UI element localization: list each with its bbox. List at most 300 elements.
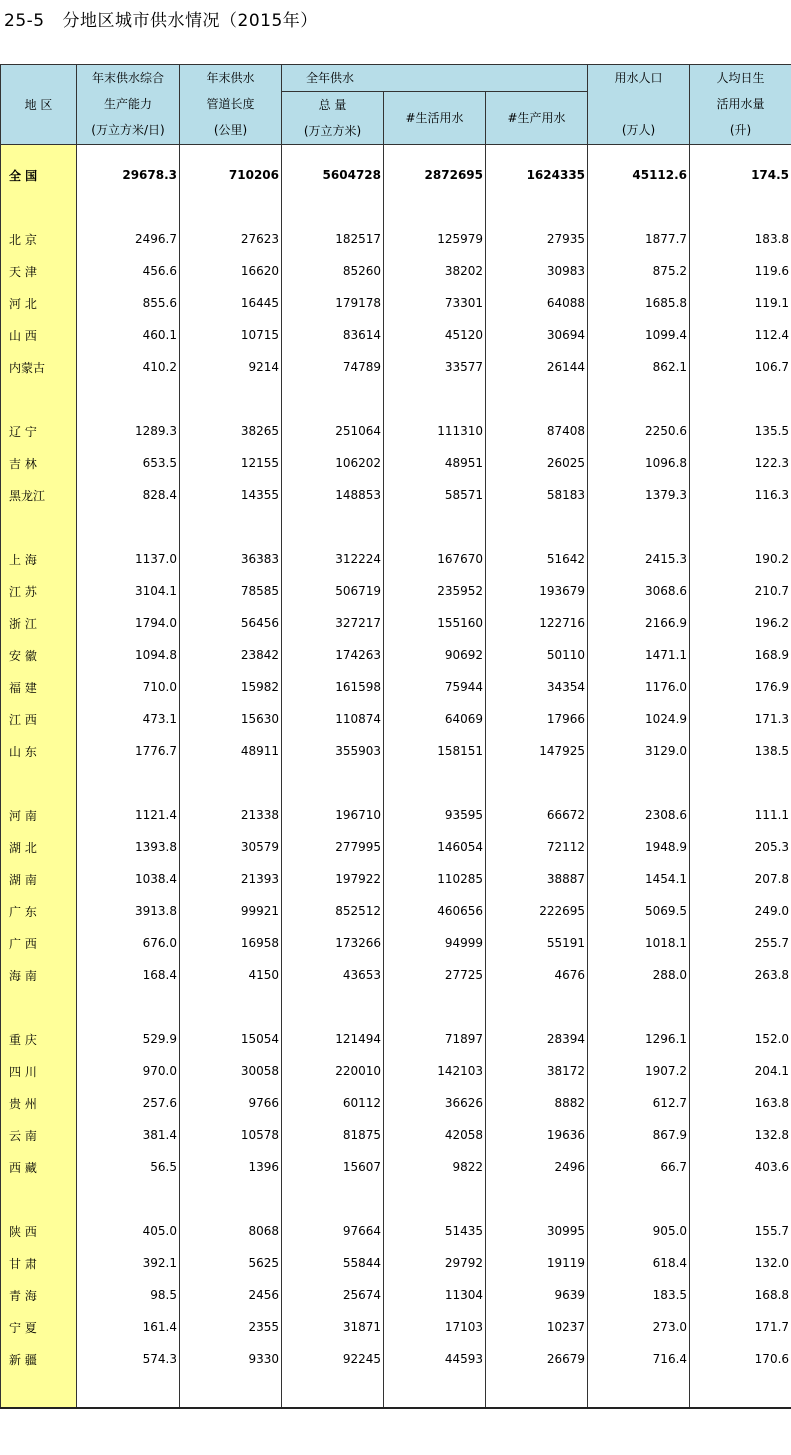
table-row bbox=[1, 927, 791, 959]
table-cell: 55191 bbox=[486, 927, 588, 959]
header-total bbox=[282, 92, 384, 145]
header-percapita-line1: 人均日生 bbox=[716, 71, 765, 85]
table-cell: 64069 bbox=[384, 703, 486, 735]
table-cell: 16445 bbox=[180, 287, 282, 319]
table-cell: 42058 bbox=[384, 1119, 486, 1151]
table-cell: 2872695 bbox=[384, 159, 486, 191]
table-cell: 21393 bbox=[180, 863, 282, 895]
table-cell: 862.1 bbox=[588, 351, 690, 383]
table-cell: 182517 bbox=[282, 223, 384, 255]
table-row bbox=[1, 639, 791, 671]
header-domestic: #生活用水 bbox=[384, 92, 486, 145]
table-cell: 161.4 bbox=[77, 1311, 180, 1343]
table-cell: 112.4 bbox=[690, 319, 791, 351]
table-row bbox=[1, 255, 791, 287]
region-name: 天 津 bbox=[1, 255, 77, 287]
table-cell: 2456 bbox=[180, 1279, 282, 1311]
table-cell: 716.4 bbox=[588, 1343, 690, 1375]
table-cell: 138.5 bbox=[690, 735, 791, 767]
region-name: 云 南 bbox=[1, 1119, 77, 1151]
table-cell: 405.0 bbox=[77, 1215, 180, 1247]
table-cell: 28394 bbox=[486, 1023, 588, 1055]
table-cell: 263.8 bbox=[690, 959, 791, 991]
header-population bbox=[588, 65, 690, 145]
table-cell: 55844 bbox=[282, 1247, 384, 1279]
table-cell: 653.5 bbox=[77, 447, 180, 479]
table-row bbox=[1, 799, 791, 831]
table-cell: 852512 bbox=[282, 895, 384, 927]
table-cell: 1099.4 bbox=[588, 319, 690, 351]
table-cell: 1018.1 bbox=[588, 927, 690, 959]
table-cell: 122.3 bbox=[690, 447, 791, 479]
table-cell: 251064 bbox=[282, 415, 384, 447]
table-cell: 905.0 bbox=[588, 1215, 690, 1247]
header-total-line1: 全年供水 bbox=[282, 65, 588, 92]
table-cell: 142103 bbox=[384, 1055, 486, 1087]
table-cell: 1096.8 bbox=[588, 447, 690, 479]
table-cell: 27935 bbox=[486, 223, 588, 255]
table-row bbox=[1, 319, 791, 351]
table-cell: 176.9 bbox=[690, 671, 791, 703]
table-row bbox=[1, 159, 791, 191]
table-cell: 574.3 bbox=[77, 1343, 180, 1375]
table-cell: 1038.4 bbox=[77, 863, 180, 895]
table-cell: 381.4 bbox=[77, 1119, 180, 1151]
table-row bbox=[1, 479, 791, 511]
table-cell: 875.2 bbox=[588, 255, 690, 287]
table-cell: 16958 bbox=[180, 927, 282, 959]
table-cell: 111310 bbox=[384, 415, 486, 447]
header-pipeline-line2: 管道长度 bbox=[206, 97, 255, 111]
table-cell: 171.7 bbox=[690, 1311, 791, 1343]
table-cell: 83614 bbox=[282, 319, 384, 351]
table-cell: 19636 bbox=[486, 1119, 588, 1151]
header-region: 地 区 bbox=[1, 65, 77, 145]
page-title bbox=[4, 6, 318, 31]
table-cell: 171.3 bbox=[690, 703, 791, 735]
table-cell: 170.6 bbox=[690, 1343, 791, 1375]
table-cell: 196710 bbox=[282, 799, 384, 831]
table-cell: 17966 bbox=[486, 703, 588, 735]
table-cell: 173266 bbox=[282, 927, 384, 959]
region-name: 山 东 bbox=[1, 735, 77, 767]
table-cell: 17103 bbox=[384, 1311, 486, 1343]
region-name: 青 海 bbox=[1, 1279, 77, 1311]
spacer-row bbox=[1, 191, 791, 223]
table-cell: 135.5 bbox=[690, 415, 791, 447]
table-cell: 98.5 bbox=[77, 1279, 180, 1311]
table-cell: 4676 bbox=[486, 959, 588, 991]
region-name: 湖 北 bbox=[1, 831, 77, 863]
table-cell: 10237 bbox=[486, 1311, 588, 1343]
table-cell: 2496 bbox=[486, 1151, 588, 1183]
table-cell: 30058 bbox=[180, 1055, 282, 1087]
table-cell: 167670 bbox=[384, 543, 486, 575]
table-cell: 27623 bbox=[180, 223, 282, 255]
header-capacity-unit: (万立方米/日) bbox=[91, 123, 165, 137]
table-cell: 168.4 bbox=[77, 959, 180, 991]
table-cell: 1907.2 bbox=[588, 1055, 690, 1087]
table-cell: 529.9 bbox=[77, 1023, 180, 1055]
table-row bbox=[1, 1151, 791, 1183]
table-cell: 1794.0 bbox=[77, 607, 180, 639]
table-cell: 15054 bbox=[180, 1023, 282, 1055]
region-name: 江 西 bbox=[1, 703, 77, 735]
table-cell: 58571 bbox=[384, 479, 486, 511]
table-cell: 29792 bbox=[384, 1247, 486, 1279]
table-cell: 78585 bbox=[180, 575, 282, 607]
table-cell: 168.9 bbox=[690, 639, 791, 671]
table-cell: 183.8 bbox=[690, 223, 791, 255]
table-cell: 48951 bbox=[384, 447, 486, 479]
table-cell: 93595 bbox=[384, 799, 486, 831]
table-cell: 9766 bbox=[180, 1087, 282, 1119]
table-cell: 174.5 bbox=[690, 159, 791, 191]
header-capacity bbox=[77, 65, 180, 145]
table-cell: 34354 bbox=[486, 671, 588, 703]
table-row bbox=[1, 1311, 791, 1343]
table-cell: 163.8 bbox=[690, 1087, 791, 1119]
region-name: 甘 肃 bbox=[1, 1247, 77, 1279]
table-cell: 73301 bbox=[384, 287, 486, 319]
table-cell: 1776.7 bbox=[77, 735, 180, 767]
region-name: 新 疆 bbox=[1, 1343, 77, 1375]
region-name: 辽 宁 bbox=[1, 415, 77, 447]
table-cell: 710.0 bbox=[77, 671, 180, 703]
table-cell: 29678.3 bbox=[77, 159, 180, 191]
table-cell: 168.8 bbox=[690, 1279, 791, 1311]
header-percapita-line2: 活用水量 bbox=[716, 97, 765, 111]
table-cell: 27725 bbox=[384, 959, 486, 991]
region-name: 河 北 bbox=[1, 287, 77, 319]
table-cell: 1624335 bbox=[486, 159, 588, 191]
table-row bbox=[1, 895, 791, 927]
table-cell: 122716 bbox=[486, 607, 588, 639]
table-cell: 1296.1 bbox=[588, 1023, 690, 1055]
table-cell: 1094.8 bbox=[77, 639, 180, 671]
table-cell: 1393.8 bbox=[77, 831, 180, 863]
table-row bbox=[1, 1279, 791, 1311]
water-supply-table bbox=[0, 64, 791, 1409]
table-cell: 30579 bbox=[180, 831, 282, 863]
table-cell: 828.4 bbox=[77, 479, 180, 511]
table-cell: 9822 bbox=[384, 1151, 486, 1183]
table-cell: 158151 bbox=[384, 735, 486, 767]
table-cell: 257.6 bbox=[77, 1087, 180, 1119]
table-cell: 312224 bbox=[282, 543, 384, 575]
table-cell: 355903 bbox=[282, 735, 384, 767]
table-cell: 15607 bbox=[282, 1151, 384, 1183]
table-cell: 44593 bbox=[384, 1343, 486, 1375]
table-cell: 392.1 bbox=[77, 1247, 180, 1279]
table-cell: 273.0 bbox=[588, 1311, 690, 1343]
table-cell: 1454.1 bbox=[588, 863, 690, 895]
table-cell: 56456 bbox=[180, 607, 282, 639]
header-pipeline-line1: 年末供水 bbox=[206, 71, 255, 85]
region-name: 贵 州 bbox=[1, 1087, 77, 1119]
table-cell: 85260 bbox=[282, 255, 384, 287]
table-row bbox=[1, 1215, 791, 1247]
table-row bbox=[1, 1023, 791, 1055]
table-cell: 2166.9 bbox=[588, 607, 690, 639]
table-cell: 75944 bbox=[384, 671, 486, 703]
table-cell: 205.3 bbox=[690, 831, 791, 863]
table-cell: 15982 bbox=[180, 671, 282, 703]
table-cell: 110285 bbox=[384, 863, 486, 895]
table-cell: 193679 bbox=[486, 575, 588, 607]
header-capacity-line1: 年末供水综合 bbox=[91, 71, 164, 85]
region-name: 河 南 bbox=[1, 799, 77, 831]
spacer-row bbox=[1, 767, 791, 799]
table-cell: 152.0 bbox=[690, 1023, 791, 1055]
table-row bbox=[1, 287, 791, 319]
table-row bbox=[1, 351, 791, 383]
table-cell: 8068 bbox=[180, 1215, 282, 1247]
table-cell: 132.8 bbox=[690, 1119, 791, 1151]
table-cell: 1685.8 bbox=[588, 287, 690, 319]
header-percapita bbox=[690, 65, 791, 145]
table-cell: 81875 bbox=[282, 1119, 384, 1151]
table-cell: 2355 bbox=[180, 1311, 282, 1343]
table-cell: 72112 bbox=[486, 831, 588, 863]
table-cell: 71897 bbox=[384, 1023, 486, 1055]
spacer-row bbox=[1, 1183, 791, 1215]
table-cell: 14355 bbox=[180, 479, 282, 511]
table-cell: 30983 bbox=[486, 255, 588, 287]
table-cell: 1379.3 bbox=[588, 479, 690, 511]
table-cell: 460656 bbox=[384, 895, 486, 927]
region-name: 安 徽 bbox=[1, 639, 77, 671]
header-total-unit: (万立方米) bbox=[303, 124, 362, 138]
table-row bbox=[1, 735, 791, 767]
table-cell: 4150 bbox=[180, 959, 282, 991]
region-name: 海 南 bbox=[1, 959, 77, 991]
table-cell: 125979 bbox=[384, 223, 486, 255]
table-cell: 456.6 bbox=[77, 255, 180, 287]
header-pipeline-unit: (公里) bbox=[213, 123, 248, 137]
table-cell: 26144 bbox=[486, 351, 588, 383]
table-cell: 222695 bbox=[486, 895, 588, 927]
table-cell: 2250.6 bbox=[588, 415, 690, 447]
table-cell: 288.0 bbox=[588, 959, 690, 991]
table-cell: 30995 bbox=[486, 1215, 588, 1247]
table-cell: 473.1 bbox=[77, 703, 180, 735]
table-cell: 207.8 bbox=[690, 863, 791, 895]
table-cell: 60112 bbox=[282, 1087, 384, 1119]
table-cell: 30694 bbox=[486, 319, 588, 351]
table-cell: 64088 bbox=[486, 287, 588, 319]
header-capacity-line2: 生产能力 bbox=[103, 97, 152, 111]
table-row bbox=[1, 575, 791, 607]
table-cell: 31871 bbox=[282, 1311, 384, 1343]
table-cell: 2415.3 bbox=[588, 543, 690, 575]
region-name: 山 西 bbox=[1, 319, 77, 351]
table-cell: 66672 bbox=[486, 799, 588, 831]
table-row bbox=[1, 607, 791, 639]
table-cell: 23842 bbox=[180, 639, 282, 671]
table-cell: 612.7 bbox=[588, 1087, 690, 1119]
table-row bbox=[1, 1055, 791, 1087]
table-row bbox=[1, 1247, 791, 1279]
table-cell: 38202 bbox=[384, 255, 486, 287]
table-body bbox=[1, 145, 791, 1409]
table-cell: 1471.1 bbox=[588, 639, 690, 671]
table-cell: 183.5 bbox=[588, 1279, 690, 1311]
table-cell: 1396 bbox=[180, 1151, 282, 1183]
table-cell: 146054 bbox=[384, 831, 486, 863]
region-name: 宁 夏 bbox=[1, 1311, 77, 1343]
table-cell: 855.6 bbox=[77, 287, 180, 319]
table-row bbox=[1, 223, 791, 255]
table-cell: 147925 bbox=[486, 735, 588, 767]
table-row bbox=[1, 703, 791, 735]
table-cell: 255.7 bbox=[690, 927, 791, 959]
table-cell: 43653 bbox=[282, 959, 384, 991]
table-cell: 676.0 bbox=[77, 927, 180, 959]
table-cell: 50110 bbox=[486, 639, 588, 671]
table-cell: 196.2 bbox=[690, 607, 791, 639]
table-cell: 90692 bbox=[384, 639, 486, 671]
table-cell: 45112.6 bbox=[588, 159, 690, 191]
region-name: 陕 西 bbox=[1, 1215, 77, 1247]
table-cell: 119.6 bbox=[690, 255, 791, 287]
table-cell: 10578 bbox=[180, 1119, 282, 1151]
table-number: 25-5 bbox=[4, 11, 45, 31]
region-name: 福 建 bbox=[1, 671, 77, 703]
table-cell: 710206 bbox=[180, 159, 282, 191]
table-cell: 179178 bbox=[282, 287, 384, 319]
table-cell: 9214 bbox=[180, 351, 282, 383]
table-row bbox=[1, 831, 791, 863]
table-row bbox=[1, 1343, 791, 1375]
header-population-unit: (万人) bbox=[621, 123, 656, 137]
table-cell: 106202 bbox=[282, 447, 384, 479]
region-name: 北 京 bbox=[1, 223, 77, 255]
table-cell: 16620 bbox=[180, 255, 282, 287]
table-cell: 5604728 bbox=[282, 159, 384, 191]
spacer-row bbox=[1, 991, 791, 1023]
table-cell: 1121.4 bbox=[77, 799, 180, 831]
table-cell: 15630 bbox=[180, 703, 282, 735]
table-cell: 87408 bbox=[486, 415, 588, 447]
region-name: 吉 林 bbox=[1, 447, 77, 479]
table-row bbox=[1, 863, 791, 895]
table-cell: 2308.6 bbox=[588, 799, 690, 831]
table-cell: 3068.6 bbox=[588, 575, 690, 607]
region-name: 四 川 bbox=[1, 1055, 77, 1087]
table-cell: 51642 bbox=[486, 543, 588, 575]
table-title: 分地区城市供水情况（2015年） bbox=[62, 11, 318, 31]
table-cell: 9330 bbox=[180, 1343, 282, 1375]
table-cell: 26025 bbox=[486, 447, 588, 479]
table-cell: 9639 bbox=[486, 1279, 588, 1311]
table-cell: 1948.9 bbox=[588, 831, 690, 863]
table-cell: 1137.0 bbox=[77, 543, 180, 575]
table-cell: 161598 bbox=[282, 671, 384, 703]
table-cell: 1289.3 bbox=[77, 415, 180, 447]
table-cell: 12155 bbox=[180, 447, 282, 479]
table-cell: 210.7 bbox=[690, 575, 791, 607]
region-name: 上 海 bbox=[1, 543, 77, 575]
table-cell: 99921 bbox=[180, 895, 282, 927]
table-cell: 618.4 bbox=[588, 1247, 690, 1279]
region-name: 全 国 bbox=[1, 159, 77, 191]
spacer-row bbox=[1, 383, 791, 415]
region-name: 湖 南 bbox=[1, 863, 77, 895]
table-cell: 2496.7 bbox=[77, 223, 180, 255]
table-cell: 74789 bbox=[282, 351, 384, 383]
table-cell: 174263 bbox=[282, 639, 384, 671]
table-cell: 1176.0 bbox=[588, 671, 690, 703]
header-percapita-unit: (升) bbox=[729, 123, 752, 137]
header-total-line2: 总 量 bbox=[318, 98, 347, 112]
table-row bbox=[1, 959, 791, 991]
table-cell: 92245 bbox=[282, 1343, 384, 1375]
table-cell: 277995 bbox=[282, 831, 384, 863]
table-cell: 249.0 bbox=[690, 895, 791, 927]
table-cell: 155.7 bbox=[690, 1215, 791, 1247]
table-cell: 121494 bbox=[282, 1023, 384, 1055]
table-cell: 220010 bbox=[282, 1055, 384, 1087]
table-cell: 3913.8 bbox=[77, 895, 180, 927]
table-cell: 21338 bbox=[180, 799, 282, 831]
table-row bbox=[1, 1087, 791, 1119]
table-cell: 1877.7 bbox=[588, 223, 690, 255]
table-cell: 3104.1 bbox=[77, 575, 180, 607]
table-cell: 106.7 bbox=[690, 351, 791, 383]
region-name: 广 西 bbox=[1, 927, 77, 959]
spacer-row bbox=[1, 511, 791, 543]
table-cell: 94999 bbox=[384, 927, 486, 959]
table-cell: 97664 bbox=[282, 1215, 384, 1247]
table-cell: 460.1 bbox=[77, 319, 180, 351]
table-cell: 5625 bbox=[180, 1247, 282, 1279]
region-name: 黑龙江 bbox=[1, 479, 77, 511]
table-row bbox=[1, 1119, 791, 1151]
table-cell: 197922 bbox=[282, 863, 384, 895]
table-cell: 3129.0 bbox=[588, 735, 690, 767]
table-cell: 970.0 bbox=[77, 1055, 180, 1087]
table-cell: 25674 bbox=[282, 1279, 384, 1311]
table-cell: 5069.5 bbox=[588, 895, 690, 927]
table-cell: 110874 bbox=[282, 703, 384, 735]
table-cell: 45120 bbox=[384, 319, 486, 351]
region-name: 广 东 bbox=[1, 895, 77, 927]
table-cell: 48911 bbox=[180, 735, 282, 767]
region-name: 江 苏 bbox=[1, 575, 77, 607]
table-cell: 403.6 bbox=[690, 1151, 791, 1183]
table-cell: 867.9 bbox=[588, 1119, 690, 1151]
table-cell: 148853 bbox=[282, 479, 384, 511]
table-row bbox=[1, 543, 791, 575]
table-cell: 155160 bbox=[384, 607, 486, 639]
table-cell: 119.1 bbox=[690, 287, 791, 319]
table-cell: 116.3 bbox=[690, 479, 791, 511]
table-cell: 10715 bbox=[180, 319, 282, 351]
table-cell: 26679 bbox=[486, 1343, 588, 1375]
table-cell: 204.1 bbox=[690, 1055, 791, 1087]
table-cell: 8882 bbox=[486, 1087, 588, 1119]
table-cell: 235952 bbox=[384, 575, 486, 607]
table-cell: 111.1 bbox=[690, 799, 791, 831]
table-cell: 132.0 bbox=[690, 1247, 791, 1279]
table-cell: 33577 bbox=[384, 351, 486, 383]
table-cell: 11304 bbox=[384, 1279, 486, 1311]
table-cell: 190.2 bbox=[690, 543, 791, 575]
table-cell: 51435 bbox=[384, 1215, 486, 1247]
table-cell: 38265 bbox=[180, 415, 282, 447]
table-cell: 410.2 bbox=[77, 351, 180, 383]
